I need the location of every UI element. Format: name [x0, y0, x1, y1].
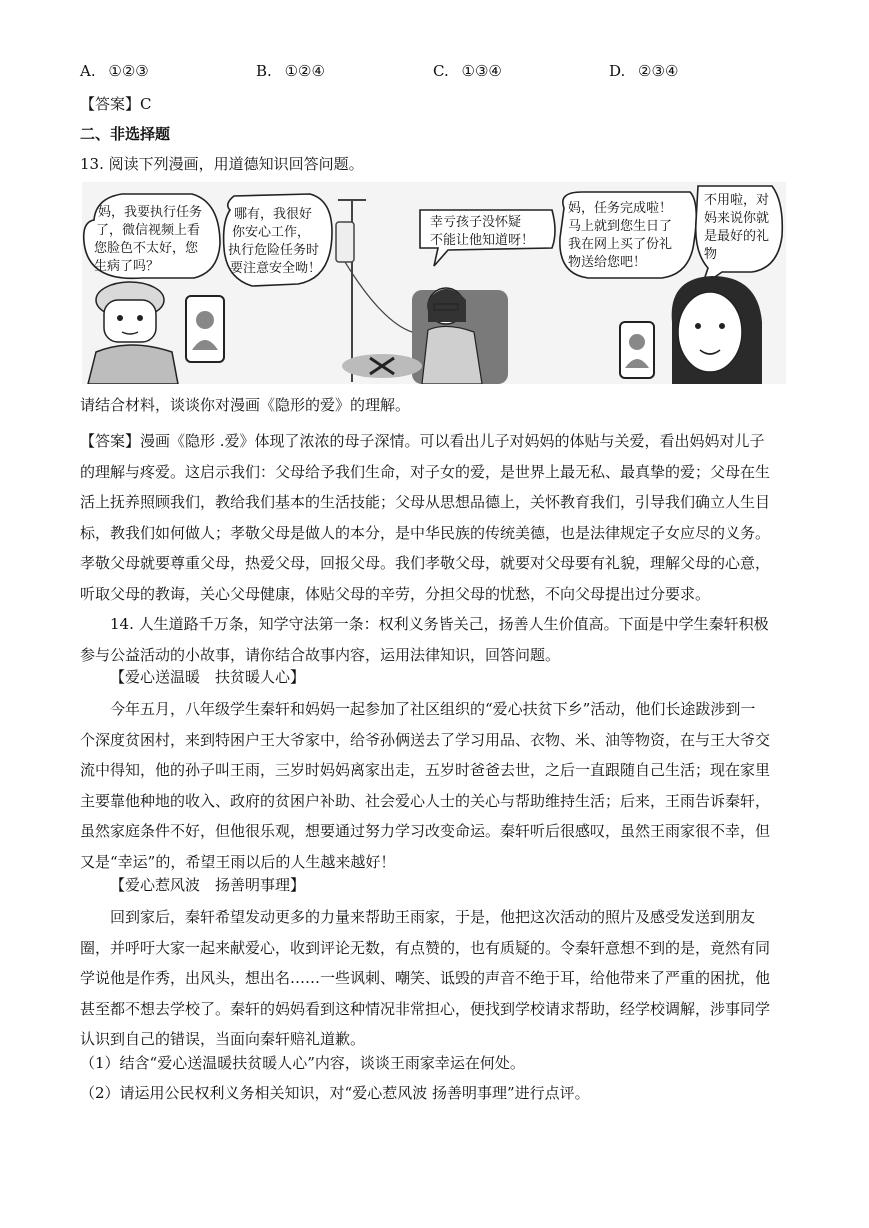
story-line: 今年五月，八年级学生秦轩和妈妈一起参加了社区组织的“爱心扶贫下乡”活动，他们长途跋涉到一: [110, 700, 756, 718]
previous-answer: 【答案】C: [80, 95, 152, 113]
option-text: ②③④: [638, 62, 679, 80]
bubble-line: 要注意安全呦！: [230, 261, 322, 276]
bubble-line: 物: [704, 247, 718, 262]
story-line: 认识到自己的错误，当面向秦轩赔礼道歉。: [80, 1030, 366, 1048]
bubble-line: 不用啦，对: [704, 193, 770, 208]
option-c: [433, 62, 502, 80]
bubble-line: 了，微信视频上看: [96, 223, 201, 238]
story-line: 又是“幸运”的，希望王雨以后的人生越来越好！: [80, 852, 396, 871]
bubble-line: 妈，任务完成啦！: [568, 201, 673, 216]
comic-invisible-love: [82, 182, 786, 384]
answer-line: 标，教我们如何做人；孝敬父母是做人的本分，是中华民族的传统美德，也是法律规定子女应尽的义务。: [80, 523, 771, 542]
option-letter: A.: [80, 62, 96, 80]
option-b: [256, 62, 325, 80]
soldier-face: [104, 300, 156, 342]
story-line: 学说他是作秀，出风头，想出名……一些讽刺、嘲笑、诋毁的声音不绝于耳，给他带来了严重的困扰，他: [80, 969, 771, 987]
intro-line: 14. 人生道路千万条，知学守法第一条：权利义务皆关己，扬善人生价值高。下面是中学生秦轩积极: [110, 615, 769, 633]
answer-line: 活上抚养照顾我们，教给我们基本的生活技能；父母从思想品德上，关怀教育我们，引导我们确立人生目: [80, 493, 771, 511]
bubble-line: 物送给您吧！: [568, 255, 647, 270]
q13-prompt: 13. 阅读下列漫画，用道德知识回答问题。: [80, 155, 364, 173]
bubble-line: 是最好的礼: [704, 229, 770, 244]
q13-question: 请结合材料，谈谈你对漫画《隐形的爱》的理解。: [80, 396, 411, 414]
bubble-line: 生病了吗？: [94, 259, 160, 274]
option-letter: B.: [256, 62, 272, 80]
q14-subquestion-2: （2）请运用公民权利义务相关知识，对“爱心惹风波 扬善明事理”进行点评。: [80, 1084, 590, 1102]
option-letter: D.: [609, 62, 626, 80]
soldier-body: [88, 345, 178, 384]
bubble-line: 我在网上买了份礼: [568, 237, 673, 252]
option-letter: C.: [433, 62, 449, 80]
answer-line: 孝敬父母就要尊重父母，热爱父母，回报父母。我们孝敬父母，就要对父母要有礼貌，理解父母的心意，: [80, 554, 771, 572]
bubble-line: 幸亏孩子没怀疑: [430, 215, 522, 230]
q14-heading-2: 【爱心惹风波 扬善明事理】: [110, 876, 306, 894]
option-d: [609, 62, 678, 80]
story-line: 个深度贫困村，来到特困户王大爷家中，给爷孙俩送去了学习用品、衣物、米、油等物资，在与王大爷交: [80, 730, 771, 749]
bubble-line: 不能让他知道呀！: [430, 233, 535, 248]
iv-bottle: [336, 222, 354, 262]
bubble-line: 妈，我要执行任务: [98, 205, 203, 220]
q14-story-2: [80, 902, 785, 1055]
answer-line: 的理解与疼爱。这启示我们：父母给予我们生命，对子女的爱，是世界上最无私、最真挚的爱；父母在生: [80, 462, 771, 481]
bubble-line: 哪有，我很好: [234, 207, 313, 222]
q14-subquestion-1: （1）结含“爱心送温暖扶贫暖人心”内容，谈谈王雨家幸运在何处。: [80, 1054, 525, 1072]
q14-heading-1: 【爱心送温暖 扶贫暖人心】: [110, 668, 306, 686]
option-text: ①②④: [284, 62, 325, 80]
q14-story-1: [80, 694, 785, 877]
story-line: 主要靠他种地的收入、政府的贫困户补助、社会爱心人士的关心与帮助维持生活；后来，王雨告诉秦轩，: [80, 791, 771, 810]
option-text: ①③④: [461, 62, 502, 80]
mother-face: [678, 292, 742, 372]
intro-line: 参与公益活动的小故事，请你结合故事内容，运用法律知识，回答问题。: [80, 645, 561, 664]
bubble-line: 妈来说你就: [704, 211, 770, 226]
story-line: 圈，并呼吁大家一起来献爱心，收到评论无数，有点赞的，也有质疑的。令秦轩意想不到的是，竟然有同: [80, 938, 771, 957]
answer-line: 听取父母的教诲，关心父母健康，体贴父母的辛劳，分担父母的忧愁，不向父母提出过分要求。: [80, 584, 711, 603]
bubble-line: 你安心工作，: [232, 225, 311, 240]
bubble-line: 您脸色不太好，您: [94, 241, 199, 256]
q13-answer: [80, 426, 785, 609]
story-line: 虽然家庭条件不好，但他很乐观，想要通过努力学习改变命运。秦轩听后很感叹，虽然王雨家很不幸，但: [80, 822, 771, 840]
story-line: 流中得知，他的孙子叫王雨，三岁时妈妈离家出走，五岁时爸爸去世，之后一直跟随自己生活；现在家里: [80, 761, 771, 779]
bubble-line: 执行危险任务时: [228, 243, 320, 258]
option-text: ①②③: [108, 62, 149, 80]
answer-line: 【答案】漫画《隐形 .爱》体现了浓浓的母子深情。可以看出儿子对妈妈的体贴与关爱，看出妈妈对儿子: [80, 432, 765, 450]
section-title: 二、非选择题: [80, 125, 171, 143]
bubble-line: 马上就到您生日了: [568, 219, 673, 234]
story-line: 甚至都不想去学校了。秦轩的妈妈看到这种情况非常担心，便找到学校请求帮助，经学校调解，涉事同学: [80, 999, 771, 1018]
q14-intro: [80, 609, 785, 670]
option-a: [80, 62, 149, 80]
story-line: 回到家后，秦轩希望发动更多的力量来帮助王雨家，于是，他把这次活动的照片及感受发送到朋友: [110, 908, 756, 926]
